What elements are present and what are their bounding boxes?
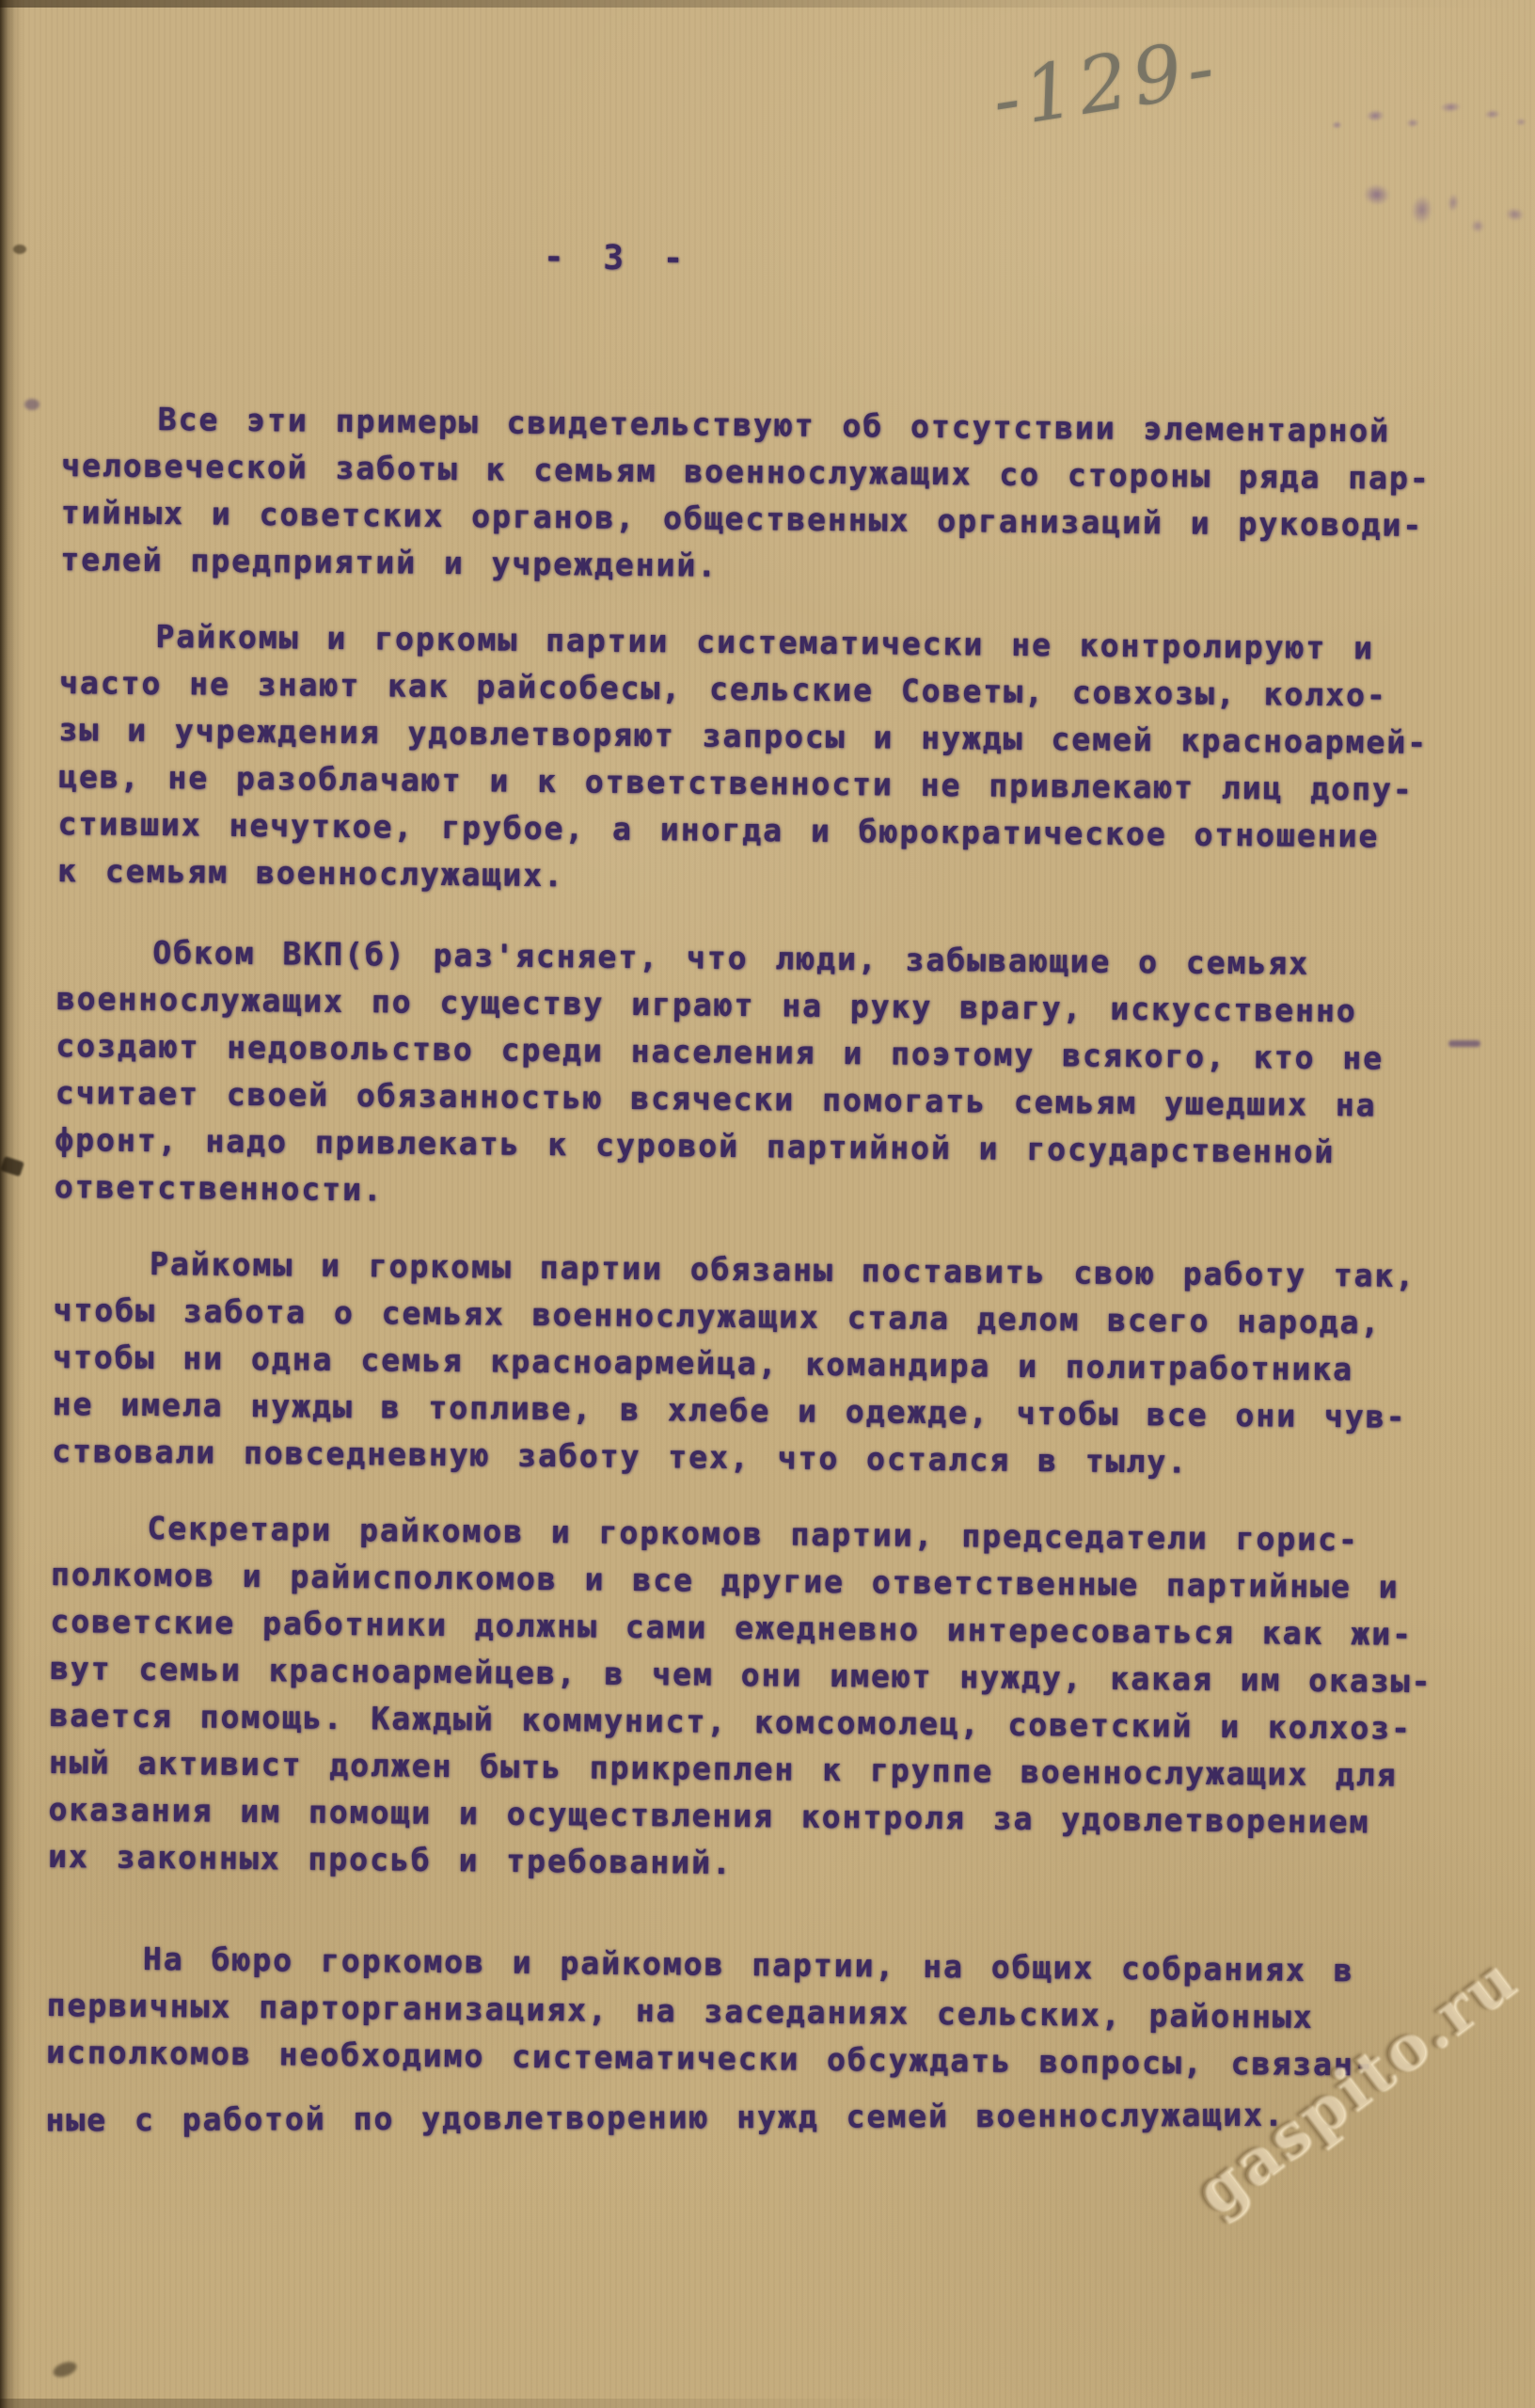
text-line: вается помощь. Каждый коммунист, комсомолец, советский и колхоз- bbox=[49, 1696, 1413, 1747]
text-line: их законных просьб и требований. bbox=[47, 1837, 734, 1881]
paragraph bbox=[45, 1935, 1458, 2147]
text-line: телей предприятий и учреждений. bbox=[60, 540, 719, 584]
text-line: тийных и советских органов, общественных организаций и руководи- bbox=[60, 493, 1424, 544]
text-line: оказания им помощи и осуществления контроля за удовлетворением bbox=[48, 1790, 1370, 1841]
ink-speck bbox=[51, 2359, 78, 2380]
text-line: фронт, надо привлекать к суровой партийной и государственной bbox=[55, 1120, 1336, 1171]
paragraph bbox=[52, 1240, 1464, 1488]
text-line: исполкомов необходимо систематически обсуждать вопросы, связан- bbox=[45, 2033, 1375, 2083]
text-line: ные с работой по удовлетворению нужд семей военнослужащих. bbox=[45, 2096, 1285, 2139]
text-line: человеческой заботы к семьям военнослужащих со стороны ряда пар- bbox=[61, 446, 1431, 497]
paragraph bbox=[55, 928, 1468, 1224]
text-line: зы и учреждения удовлетворяют запросы и нужды семей красноармей- bbox=[58, 710, 1429, 761]
ink-speck bbox=[24, 399, 40, 410]
text-line: первичных парторганизациях, на заседаниях сельских, районных bbox=[46, 1986, 1314, 2036]
text-line: ответственности. bbox=[54, 1167, 384, 1209]
paragraph bbox=[48, 1504, 1463, 1893]
text-line: Все эти примеры свидетельствуют об отсутствии элементарной bbox=[157, 400, 1391, 450]
text-line: военнослужащих по существу играют на руку врагу, искусственно bbox=[55, 979, 1357, 1030]
text-line: Райкомы и горкомы партии обязаны поставить свою работу так, bbox=[149, 1244, 1416, 1294]
text-line: Обком ВКП(б) раз'ясняет, что люди, забывающие о семьях bbox=[152, 933, 1310, 982]
paragraph bbox=[60, 395, 1473, 596]
watermark: gaspito.ru bbox=[1179, 1941, 1530, 2230]
document-body bbox=[45, 395, 1473, 2177]
text-line: к семьям военнослужащих. bbox=[56, 851, 565, 895]
text-line: Секретари райкомов и горкомов партии, председатели горис- bbox=[147, 1509, 1360, 1559]
text-line: считает своей обязанностью всячески помогать семьям ушедших на bbox=[55, 1073, 1377, 1124]
text-line: создают недовольство среди населения и поэтому всякого, кто не bbox=[55, 1026, 1385, 1077]
text-line: часто не знают как райсобесы, сельские Советы, совхозы, колхо- bbox=[58, 663, 1387, 714]
paragraph bbox=[57, 612, 1471, 908]
text-line: не имела нужды в топливе, в хлебе и одежде, чтобы все они чув- bbox=[52, 1385, 1407, 1435]
archive-page-number: -129- bbox=[987, 22, 1226, 147]
text-line: вут семьи красноармейцев, в чем они имеют нужду, какая им оказы- bbox=[49, 1649, 1432, 1701]
ink-smudge bbox=[1313, 75, 1533, 156]
text-line: чтобы ни одна семья красноармейца, командира и политработника bbox=[52, 1338, 1354, 1388]
scan-edge-top bbox=[0, 0, 1535, 8]
text-line: Райкомы и горкомы партии систематически не контролируют и bbox=[155, 617, 1375, 667]
text-line: цев, не разоблачают и к ответственности не привлекают лиц допу- bbox=[57, 757, 1414, 808]
scan-edge-left bbox=[0, 0, 24, 2408]
text-line: полкомов и райисполкомов и все другие ответственные партийные и bbox=[50, 1555, 1400, 1606]
text-line: стивших нечуткое, грубое, а иногда и бюрократическое отношение bbox=[57, 804, 1380, 855]
text-line: На бюро горкомов и райкомов партии, на общих собраниях в bbox=[142, 1940, 1354, 1989]
text-line: ный активист должен быть прикреплен к группе военнослужащих для bbox=[48, 1743, 1398, 1794]
ink-smudge bbox=[1350, 146, 1535, 267]
text-line: ствовали повседневную заботу тех, что остался в тылу. bbox=[52, 1432, 1189, 1481]
scan-edge-bottom bbox=[0, 2399, 921, 2408]
page-number: - 3 - bbox=[543, 238, 693, 278]
text-line: чтобы забота о семьях военнослужащих стала делом всего народа, bbox=[53, 1291, 1382, 1341]
text-line: советские работники должны сами ежедневно интересоваться как жи- bbox=[50, 1602, 1414, 1653]
